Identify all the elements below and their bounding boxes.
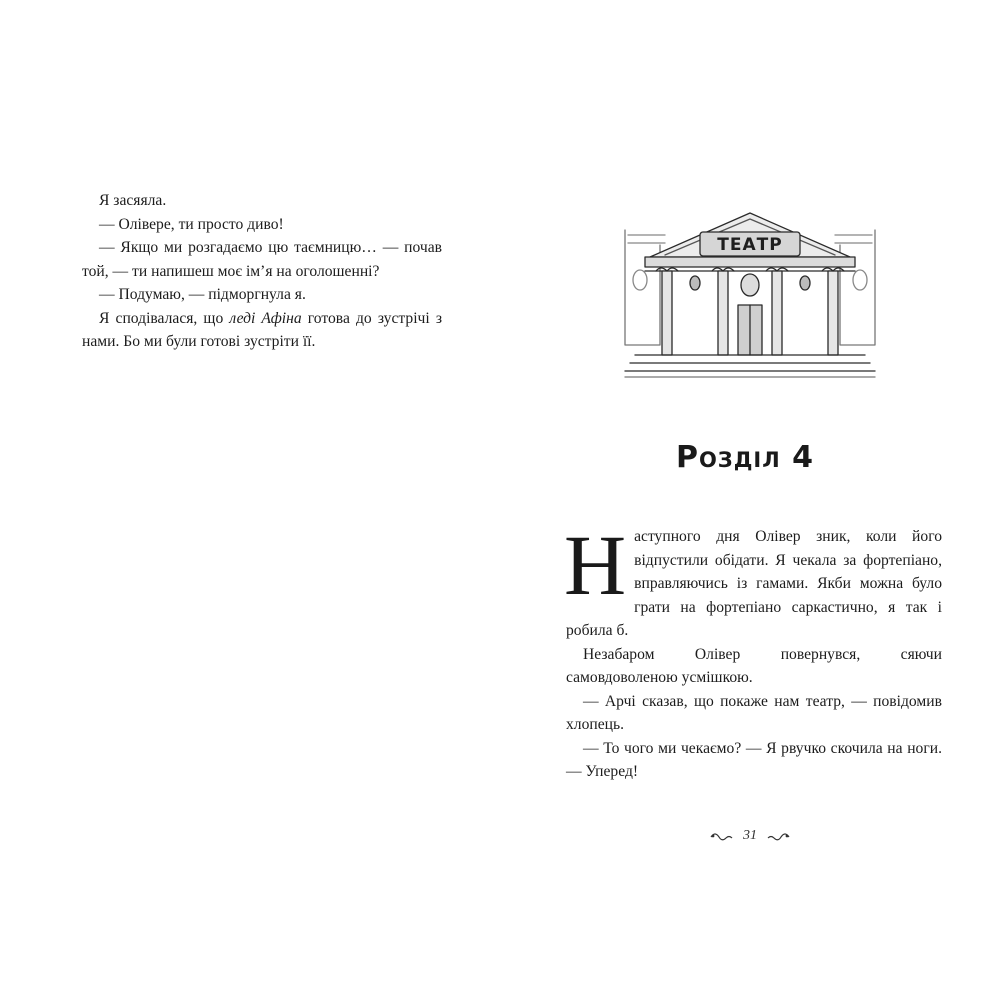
left-page-text	[82, 189, 442, 354]
left-paragraph-4: — Подумаю, — підморгнула я.	[99, 286, 306, 303]
chapter-title: Розділ 4	[675, 440, 815, 475]
right-paragraph-4: — То чого ми чекаємо? — Я рвучко скочила на ноги. — Уперед!	[566, 739, 942, 780]
page-number: 31	[743, 828, 757, 843]
right-paragraph-1	[564, 517, 942, 643]
left-paragraph-5	[82, 307, 442, 354]
right-paragraph-2: Незабаром Олівер повернувся, сяючи самовдоволеною усмішкою.	[566, 645, 942, 686]
page-number-footer	[700, 826, 800, 846]
theatre-illustration	[620, 205, 880, 385]
first-paragraph-text: аступного дня Олівер зник, коли його відпустили обідати. Я чекала за фортепіано, вправляючись із гамами. Якби можна було грати на фортепіано саркастично, я так і робила б.	[566, 528, 942, 639]
scroll-ornament-icon	[709, 829, 735, 843]
text-segment: готова до зустрічі з нами. Бо ми були готові зустріти її.	[82, 309, 442, 350]
emphasized-name: леді Афіна	[229, 309, 302, 327]
left-paragraph-2: — Олівере, ти просто диво!	[99, 215, 284, 233]
left-paragraph-1: Я засяяла.	[99, 192, 167, 209]
text-segment: Я сподівалася, що	[99, 309, 230, 327]
right-page	[500, 0, 1000, 1000]
theatre-sign-text: ТЕАТР	[717, 235, 783, 255]
right-paragraph-3: — Арчі сказав, що покаже нам театр, — повідомив хлопець.	[566, 692, 942, 733]
left-paragraph-3: — Якщо ми розгадаємо цю таємницю… — почав той, — ти напишеш моє ім’я на оголошенні?	[82, 239, 442, 280]
scroll-ornament-icon	[765, 829, 791, 843]
right-page-text	[564, 517, 942, 784]
drop-cap: Н	[564, 517, 627, 613]
